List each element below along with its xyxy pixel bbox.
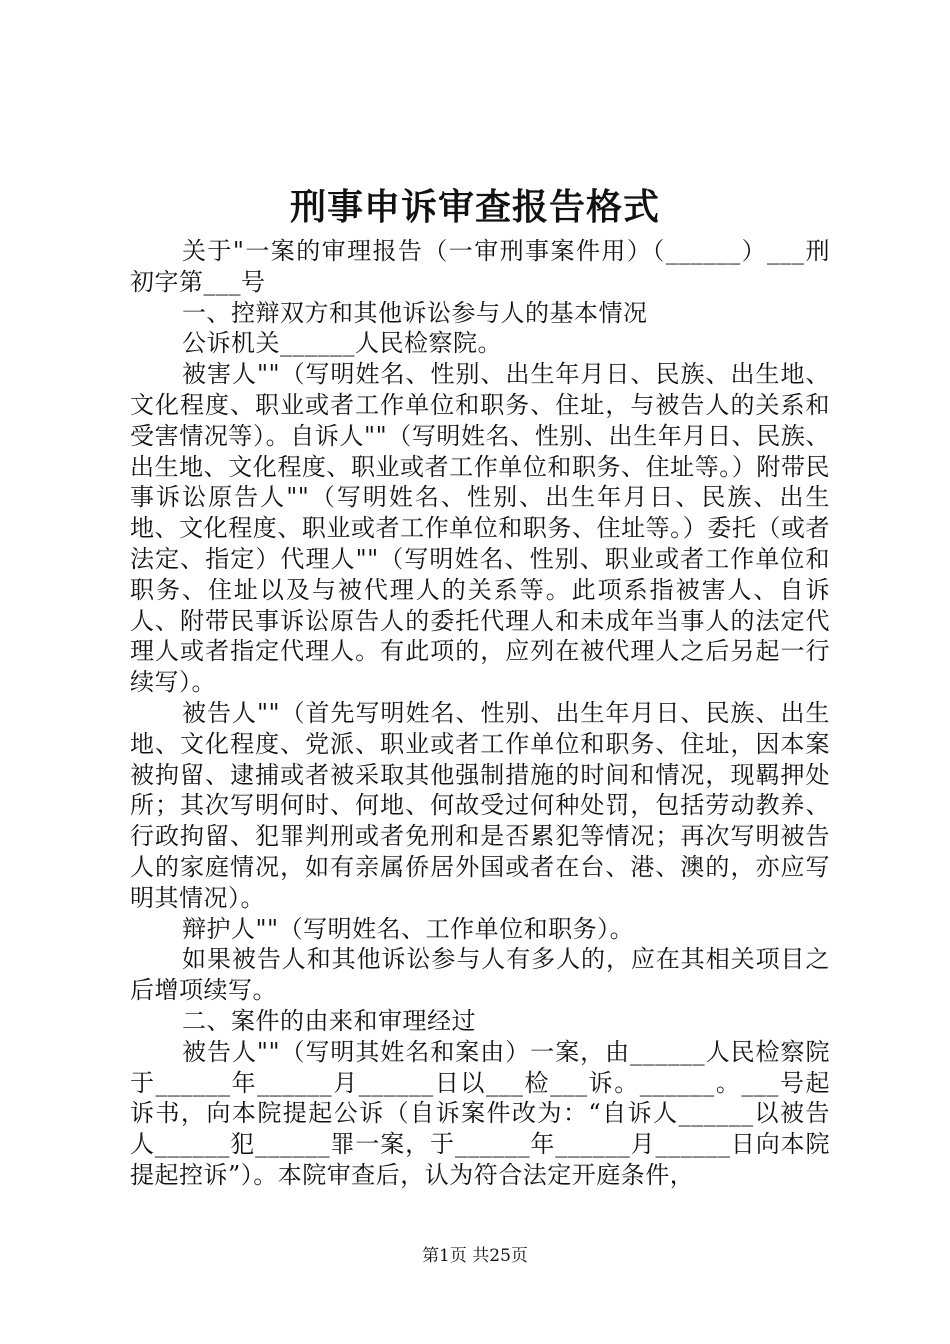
paragraph-defendant: 被告人""（首先写明姓名、性别、出生年月日、民族、出生地、文化程度、党派、职业或者工作单位和职务、住址，因本案被拘留、逮捕或者被采取其他强制措施的时间和情况，现羁押处所；其次写明何时、何地、何故受过何种处罚，包括劳动教养、行政拘留、犯罪判刑或者免刑和是否累犯等情况；再次写明被告人的家庭情况，如有亲属侨居外国或者在台、港、澳的，亦应写明其情况）。: [130, 698, 830, 912]
page-number-footer: 第1页 共25页: [422, 1246, 528, 1266]
paragraph-case-report-heading: 关于"一案的审理报告（一审刑事案件用）（______）___刑初字第___号: [130, 237, 830, 296]
section-heading-parties: 一、控辩双方和其他诉讼参与人的基本情况: [182, 298, 648, 327]
paragraph-case-origin: 被告人""（写明其姓名和案由）一案，由______人民检察院于______年______月______日以___检___诉。______。___号起诉书，向本院提起公诉（自诉案件改为：“自诉人______以被告人______犯______罪一案，于______年______月______日向本院提起控诉”）。本院审查后，认为符合法定开庭条件，: [130, 1037, 830, 1189]
document-body: [130, 236, 830, 1191]
section-heading-case-origin: 二、案件的由来和审理经过: [182, 1006, 476, 1035]
paragraph-prosecutor: 公诉机关______人民检察院。: [182, 329, 502, 358]
paragraph-multiple-parties: 如果被告人和其他诉讼参与人有多人的，应在其相关项目之后增项续写。: [130, 945, 830, 1005]
document-title: 刑事申诉审查报告格式: [289, 187, 660, 228]
paragraph-defender: 辩护人""（写明姓名、工作单位和职务）。: [182, 914, 635, 943]
paragraph-victim: 被害人""（写明姓名、性别、出生年月日、民族、出生地、文化程度、职业或者工作单位和职务、住址，与被告人的关系和受害情况等）。自诉人""（写明姓名、性别、出生年月日、民族、出生地、文化程度、职业或者工作单位和职务、住址等。）附带民事诉讼原告人""（写明姓名、性别、出生年月日、民族、出生地、文化程度、职业或者工作单位和职务、住址等。）委托（或者法定、指定）代理人""（写明姓名、性别、职业或者工作单位和职务、住址以及与被代理人的关系等。此项系指被害人、自诉人、附带民事诉讼原告人的委托代理人和未成年当事人的法定代理人或者指定代理人。有此项的，应列在被代理人之后另起一行续写）。: [130, 360, 830, 697]
